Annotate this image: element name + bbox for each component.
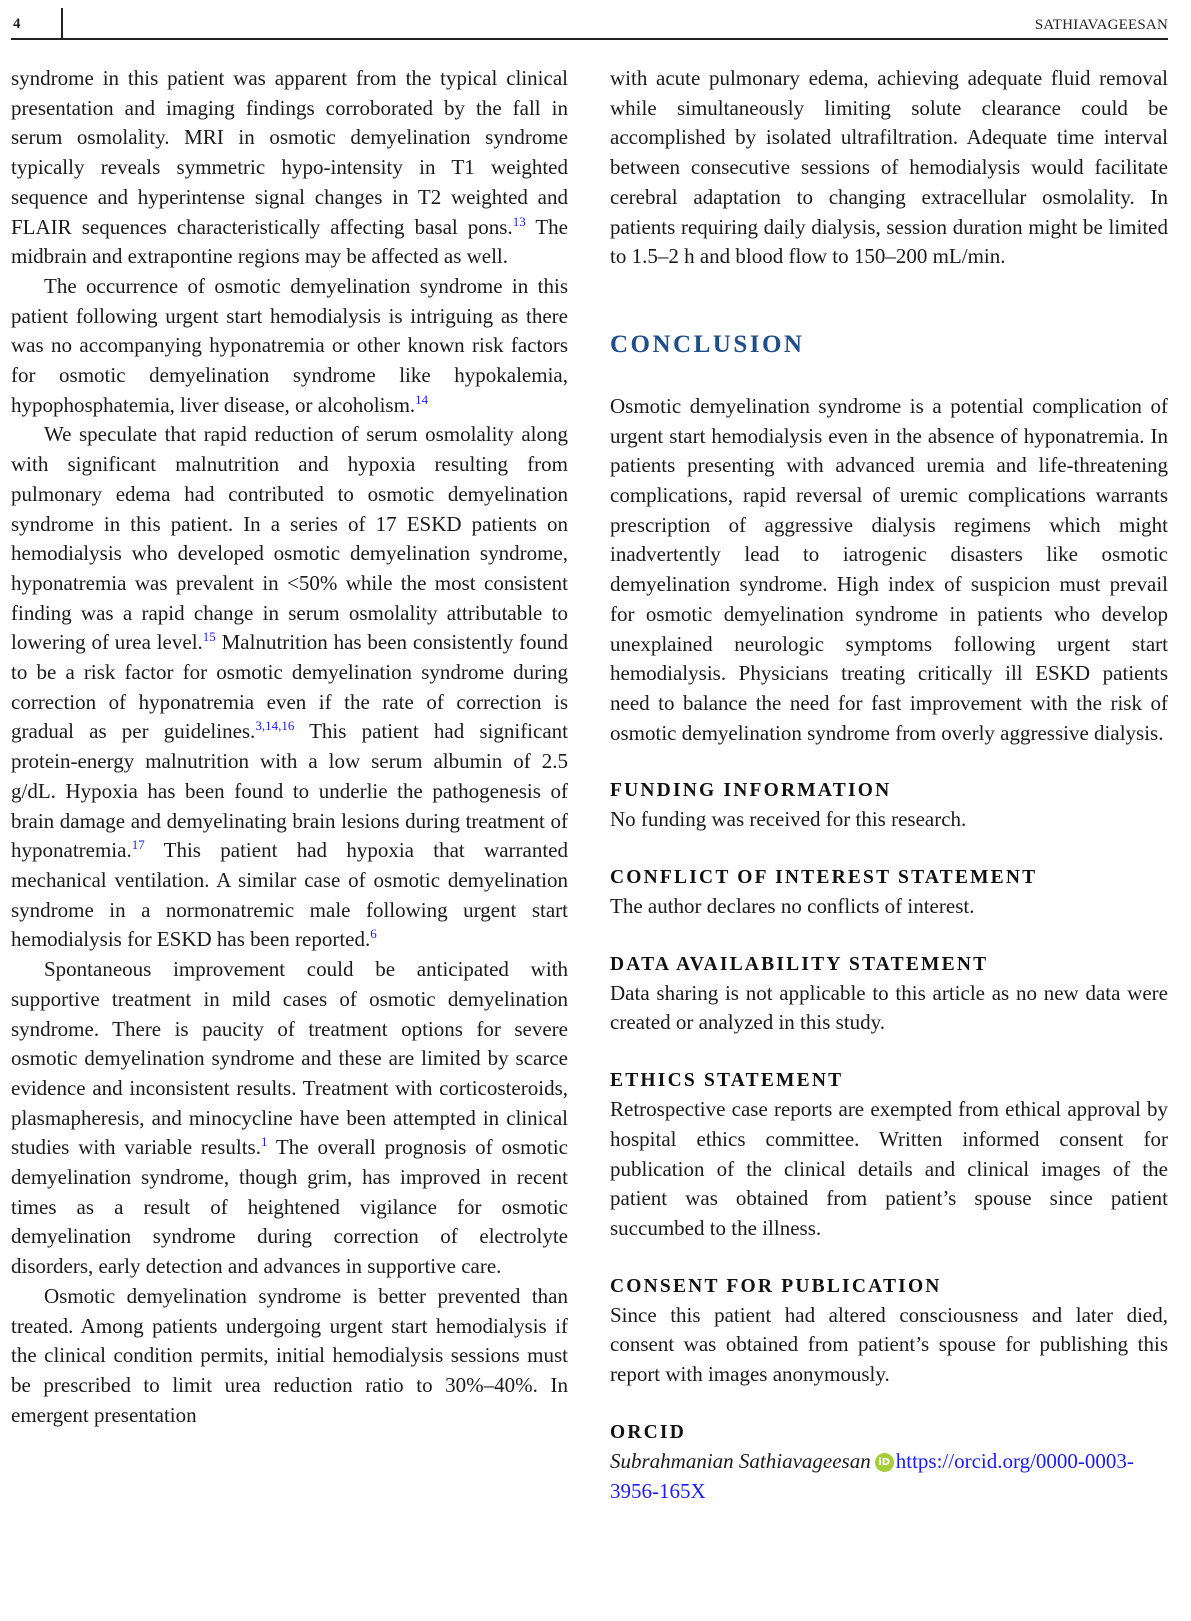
- running-head: SATHIAVAGEESAN: [1034, 17, 1168, 33]
- header-divider: [61, 8, 63, 38]
- ethics-section: [610, 1066, 1168, 1244]
- orcid-entry: [610, 1447, 1168, 1506]
- text: The midbrain and extrapontine regions may be affected as well.: [11, 214, 568, 269]
- author-name: Subrahmanian Sathiavageesan: [610, 1448, 871, 1473]
- right-column: [610, 64, 1168, 1506]
- paragraph-occurrence: [11, 272, 568, 421]
- citation-link[interactable]: 17: [131, 837, 145, 853]
- citation-link[interactable]: 3,14,16: [255, 718, 295, 734]
- conclusion-text: Osmotic demyelination syndrome is a potential complication of urgent start hemodialysis even in the absence of hyponatremia. In patients presenting with advanced uremia and life-threatening complications, rapid reversal of uremic complications warrants prescription of aggressive dialysis regimens which might inadvertently lead to iatrogenic disasters like osmotic demyelination syndrome. High index of suspicion must prevail for osmotic demyelination syndrome in patients who develop unexplained neurologic symptoms following urgent start hemodialysis. Physicians treating critically ill ESKD patients need to balance the need for fast improvement with the risk of osmotic demyelination syndrome from overly aggressive dialysis.: [610, 393, 1168, 745]
- text: The overall prognosis of osmotic demyelination syndrome, though grim, has improved in recent times as a result of heightened vigilance for osmotic demyelination syndrome during correction of electrolyte disorders, early detection and advances in supportive care.: [11, 1135, 568, 1279]
- citation-link[interactable]: 6: [370, 926, 377, 942]
- text: Malnutrition has been consistently found to be a risk factor for osmotic demyelination syndrome during correction of hyponatremia even if the rate of correction is gradual as per guidelines.: [11, 630, 568, 744]
- conflict-text: The author declares no conflicts of interest.: [610, 894, 975, 919]
- orcid-heading: ORCID: [610, 1421, 687, 1443]
- page-number: 4: [13, 16, 21, 32]
- paragraph-prevention: [11, 1282, 568, 1431]
- text: We speculate that rapid reduction of serum osmolality along with significant malnutrition and hypoxia resulting from pulmonary edema had contributed to osmotic demyelination syndrome in this patient. In a series of 17 ESKD patients on hemodialysis who developed osmotic demyelination syndrome, hyponatremia was prevalent in <50% while the most consistent finding was a rapid change in serum osmolality attributable to lowering of urea level.: [11, 422, 568, 655]
- ethics-heading: ETHICS STATEMENT: [610, 1070, 844, 1092]
- text: syndrome in this patient was apparent from the typical clinical presentation and imaging findings corroborated by the fall in serum osmolality. MRI in osmotic demyelination syndrome typically reveals symmetric hypo-intensity in T1 weighted sequence and hyperintense signal changes in T2 weighted and FLAIR sequences characteristically affecting basal pons.: [11, 66, 568, 239]
- text: Osmotic demyelination syndrome is better prevented than treated. Among patients undergoing urgent start hemodialysis if the clinical condition permits, initial hemodialysis sessions must be prescribed to limit urea reduction ratio to 30%–40%. In emergent presentation: [11, 1283, 568, 1427]
- data-availability-text: Data sharing is not applicable to this article as no new data were created or analyzed in this study.: [610, 980, 1168, 1035]
- citation-link[interactable]: 1: [260, 1134, 268, 1150]
- text: Spontaneous improvement could be anticipated with supportive treatment in mild cases of osmotic demyelination syndrome. There is paucity of treatment options for severe osmotic demyelination syndrome and these are limited by scarce evidence and inconsistent results. Treatment with corticosteroids, plasmapheresis, and minocycline have been attempted in clinical studies with variable results.: [11, 957, 568, 1160]
- orcid-id-icon[interactable]: iD: [875, 1453, 894, 1472]
- funding-section: [610, 776, 1168, 835]
- consent-text: Since this patient had altered consciousness and later died, consent was obtained from patient’s spouse for publishing this report with images anonymously.: [610, 1302, 1168, 1387]
- citation-link[interactable]: 13: [512, 213, 526, 229]
- ethics-text: Retrospective case reports are exempted from ethical approval by hospital ethics committee. Written informed consent for publication of the clinical details and clinical images of the patient was obtained from patient’s spouse since patient succumbed to the illness.: [610, 1097, 1168, 1240]
- orcid-link[interactable]: https://orcid.org/0000-0003-3956-165X: [610, 1448, 1134, 1503]
- orcid-section: [610, 1418, 1168, 1506]
- funding-heading: FUNDING INFORMATION: [610, 780, 892, 802]
- text: The occurrence of osmotic demyelination syndrome in this patient following urgent start hemodialysis is intriguing as there was no accompanying hyponatremia or other known risk factors for osmotic demyelination syndrome like hypokalemia, hypophosphatemia, liver disease, or alcoholism.: [11, 273, 568, 417]
- funding-text: No funding was received for this research.: [610, 807, 967, 832]
- conclusion-heading: CONCLUSION: [610, 330, 805, 358]
- page-header: [11, 8, 1168, 40]
- text: This patient had hypoxia that warranted mechanical ventilation. A similar case of osmotic demyelination syndrome in a normonatremic male following urgent start hemodialysis for ESKD has been reported.: [11, 838, 568, 952]
- citation-link[interactable]: 14: [415, 391, 429, 407]
- consent-heading: CONSENT FOR PUBLICATION: [610, 1275, 942, 1297]
- paragraph-ultrafiltration: with acute pulmonary edema, achieving adequate fluid removal while simultaneously limiting solute clearance could be accomplished by isolated ultrafiltration. Adequate time interval between consecutive sessions of hemodialysis would facilitate cerebral adaptation to changing extracellular osmolality. In patients requiring daily dialysis, session duration might be limited to 1.5–2 h and blood flow to 150–200 mL/min.: [610, 66, 1168, 269]
- data-availability-section: [610, 950, 1168, 1038]
- text: This patient had significant protein-energy malnutrition with a low serum albumin of 2.5 g/dL. Hypoxia has been found to underlie the pathogenesis of brain damage and demyelinating brain lesions during treatment of hyponatremia.: [11, 719, 568, 863]
- paragraph-mri-findings: [11, 64, 568, 272]
- paragraph-speculation: [11, 420, 568, 955]
- citation-link[interactable]: 15: [202, 629, 216, 645]
- conflict-section: [610, 863, 1168, 922]
- paragraph-treatment: [11, 955, 568, 1282]
- data-availability-heading: DATA AVAILABILITY STATEMENT: [610, 953, 989, 975]
- consent-section: [610, 1272, 1168, 1390]
- left-column: [11, 64, 568, 1430]
- conflict-heading: CONFLICT OF INTEREST STATEMENT: [610, 867, 1038, 889]
